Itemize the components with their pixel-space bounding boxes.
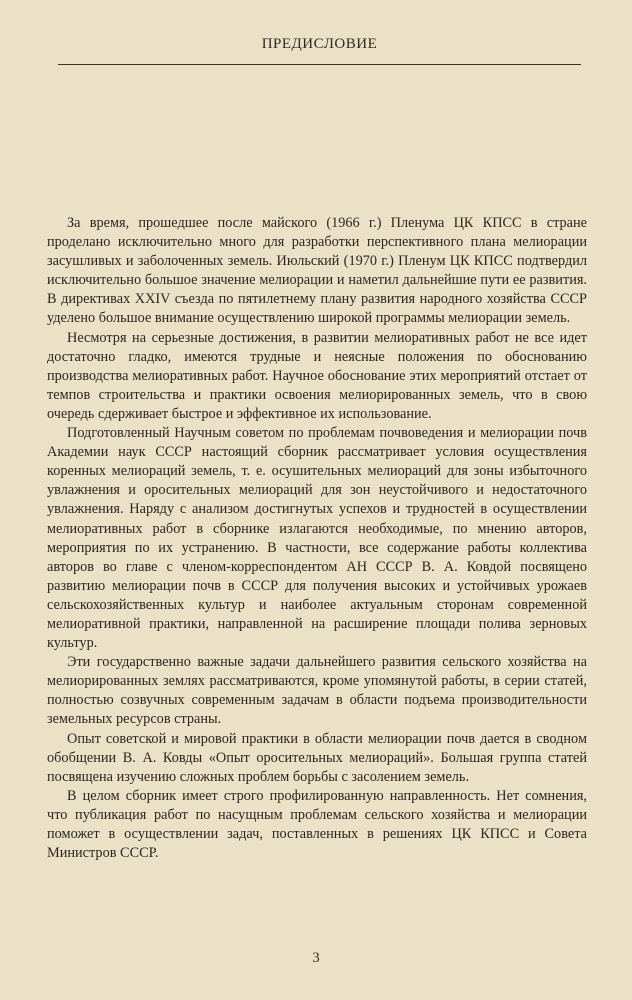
preface-body <box>47 214 587 863</box>
paragraph: Подготовленный Научным советом по проблемам почвоведения и мелиорации почв Академии наук СССР настоящий сборник рассматривает условия осуществления коренных мелиораций земель, т. е. осушительных мелиораций для зоны избыточного увлажнения и оросительных мелиораций для зон неустойчивого и недостаточного увлажнения. Наряду с анализом достигнутых успехов и трудностей в осуществлении мелиоративных работ в сборнике излагаются необходимые, по мнению авторов, мероприятия по их устранению. В частности, все содержание работы коллектива авторов во главе с членом-корреспондентом АН СССР В. А. Ковдой посвящено развитию мелиорации почв в СССР для получения высоких и устойчивых урожаев сельскохозяйственных культур и наиболее актуальным сторонам современной мелиоративной практики, направленной на расширение площади полива зерновых культур. <box>47 425 587 652</box>
header-rule <box>58 64 581 65</box>
paragraph: За время, прошедшее после майского (1966 г.) Пленума ЦК КПСС в стране проделано исключительно много для разработки перспективного плана мелиорации засушливых и заболоченных земель. Июльский (1970 г.) Пленум ЦК КПСС подтвердил исключительно большое значение мелиорации и наметил дальнейшие пути ее развития. В директивах XXIV съезда по пятилетнему плану развития народного хозяйства СССР уделено большое внимание осуществлению широкой программы мелиорации земель. <box>47 215 587 327</box>
paragraph: Несмотря на серьезные достижения, в развитии мелиоративных работ не все идет достаточно гладко, имеются трудные и неясные положения по обоснованию производства мелиоративных работ. Научное обоснование этих мероприятий отстает от темпов строительства и практики освоения мелиорированных земель, что в свою очередь сдерживает быстрое и эффективное их использование. <box>47 329 587 422</box>
paragraph: Эти государственно важные задачи дальнейшего развития сельского хозяйства на мелиорированных землях рассматриваются, кроме упомянутой работы, в серии статей, полностью созвучных современным задачам в области подъема производительности земельных ресурсов страны. <box>47 654 587 728</box>
paragraph: В целом сборник имеет строго профилированную направленность. Нет сомнения, что публикация работ по насущным проблемам сельского хозяйства и мелиорации поможет в осуществлении задач, поставленных в решениях ЦК КПСС и Совета Министров СССР. <box>47 787 587 862</box>
page-header-title: ПРЕДИСЛОВИЕ <box>261 36 378 52</box>
page-number: 3 <box>312 950 320 966</box>
paragraph: Опыт советской и мировой практики в области мелиорации почв дается в сводном обобщении В. А. Ковды «Опыт оросительных мелиораций». Большая группа статей посвящена изучению сложных проблем борьбы с засолением земель. <box>47 730 587 785</box>
